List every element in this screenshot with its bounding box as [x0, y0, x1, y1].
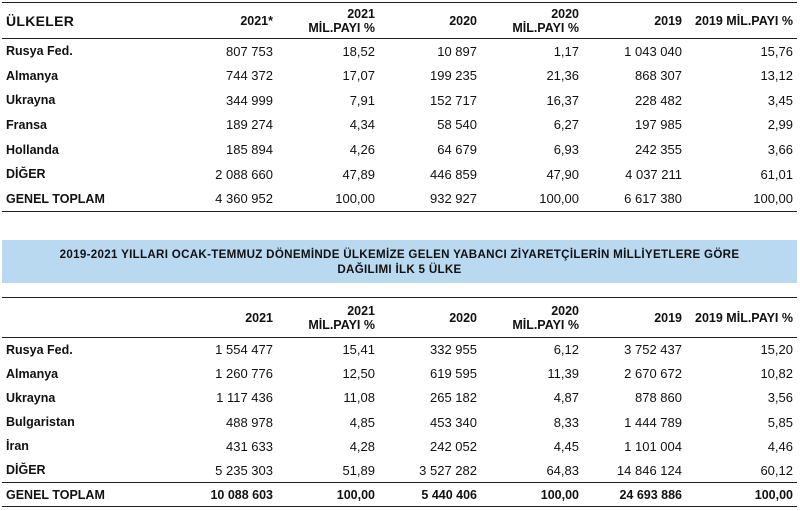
column-header [379, 298, 481, 338]
value-cell: 100,00 [540, 487, 579, 502]
value-cell: 185 894 [226, 142, 273, 158]
column-header-text: MİL.PAYI % [308, 20, 375, 35]
value-cell: 100,00 [753, 191, 793, 207]
total-row [2, 483, 797, 507]
value-cell: 6,12 [553, 342, 579, 358]
value-cell: 100,00 [336, 487, 375, 502]
column-header-text: 2020 [449, 13, 477, 28]
country-cell: İran [6, 439, 29, 454]
value-cell: 932 927 [430, 191, 477, 207]
value-cell: 4,87 [553, 390, 579, 406]
value-cell: 100,00 [335, 191, 375, 207]
value-cell: 3,56 [767, 390, 793, 406]
column-header-text: 2021 [347, 6, 375, 21]
header-row [2, 3, 797, 39]
country-cell: Hollanda [6, 142, 59, 157]
column-header-text: 2019 [654, 310, 682, 325]
column-header-text: 2021 [347, 303, 375, 318]
table-row [2, 88, 797, 113]
value-cell: 64,83 [546, 462, 579, 478]
value-cell: 807 753 [226, 43, 273, 59]
value-cell: 878 860 [635, 390, 682, 406]
value-cell: 16,37 [546, 92, 579, 108]
value-cell: 4,45 [553, 438, 579, 454]
value-cell: 4 037 211 [625, 166, 682, 182]
value-cell: 5,85 [767, 414, 793, 430]
value-cell: 14 846 124 [616, 462, 682, 478]
table-row [2, 113, 797, 138]
country-cell: Almanya [6, 68, 59, 83]
country-cell: DİĞER [6, 463, 46, 478]
value-cell: 15,20 [760, 342, 793, 358]
value-cell: 265 182 [430, 390, 477, 406]
table-top5-jan-july-2019-2021 [2, 297, 797, 507]
country-cell: Rusya Fed. [6, 44, 73, 59]
value-cell: 242 355 [635, 142, 682, 158]
value-cell: 60,12 [760, 462, 793, 478]
value-cell: 6 617 380 [624, 191, 682, 207]
column-header-text: MİL.PAYI % [512, 317, 579, 332]
value-cell: 3,66 [767, 142, 793, 158]
column-header-text: 2019 [654, 13, 682, 28]
value-cell: 10 088 603 [210, 487, 273, 502]
value-cell: 47,90 [546, 166, 579, 182]
value-cell: 4,26 [349, 142, 375, 158]
value-cell: 51,89 [342, 462, 375, 478]
value-cell: 1 444 789 [624, 414, 682, 430]
column-header [277, 298, 379, 338]
value-cell: 6,27 [553, 117, 579, 133]
column-header [583, 3, 686, 39]
table-row [2, 39, 797, 64]
value-cell: 1 554 477 [215, 342, 273, 358]
value-cell: 4,28 [349, 438, 375, 454]
value-cell: 2 088 660 [215, 166, 273, 182]
table-row [2, 137, 797, 162]
value-cell: 12,50 [342, 366, 375, 382]
value-cell: 3 527 282 [419, 462, 477, 478]
table-header [2, 3, 797, 39]
country-cell: Ukrayna [6, 93, 56, 108]
value-cell: 8,33 [553, 414, 579, 430]
value-cell: 152 717 [430, 92, 477, 108]
column-header-text: 2020 [551, 6, 579, 21]
country-cell: Bulgaristan [6, 415, 75, 430]
table-row [2, 362, 797, 386]
value-cell: 4 360 952 [215, 191, 273, 207]
country-cell: GENEL TOPLAM [6, 191, 105, 206]
value-cell: 453 340 [430, 414, 477, 430]
column-header-text: 2020 [551, 303, 579, 318]
column-header [583, 298, 686, 338]
value-cell: 15,41 [342, 342, 375, 358]
value-cell: 1,17 [553, 43, 579, 59]
table-top5-july-2021 [2, 2, 797, 212]
value-cell: 11,08 [343, 390, 375, 406]
value-cell: 61,01 [760, 166, 793, 182]
value-cell: 619 595 [430, 366, 477, 382]
value-cell: 17,07 [342, 68, 375, 84]
value-cell: 1 260 776 [215, 366, 273, 382]
column-header [481, 3, 583, 39]
table-row [2, 410, 797, 434]
value-cell: 2,99 [767, 117, 793, 133]
column-header [277, 3, 379, 39]
value-cell: 5 440 406 [421, 487, 477, 502]
value-cell: 64 679 [437, 142, 477, 158]
column-header [2, 298, 172, 338]
table-row [2, 458, 797, 482]
value-cell: 24 693 886 [619, 487, 682, 502]
table-row [2, 386, 797, 410]
value-cell: 4,34 [349, 117, 375, 133]
column-header [686, 3, 797, 39]
value-cell: 100,00 [754, 487, 793, 502]
column-header-text: ÜLKELER [6, 12, 75, 29]
column-header-text: 2021* [240, 13, 273, 28]
value-cell: 189 274 [226, 117, 273, 133]
value-cell: 11,39 [547, 366, 579, 382]
value-cell: 15,76 [760, 43, 793, 59]
column-header [379, 3, 481, 39]
table-body [2, 39, 797, 212]
value-cell: 1 101 004 [624, 438, 682, 454]
section-title-band [2, 240, 797, 283]
value-cell: 1 117 436 [216, 390, 273, 406]
header-row [2, 298, 797, 338]
value-cell: 18,52 [342, 43, 375, 59]
column-header [172, 298, 277, 338]
country-cell: Rusya Fed. [6, 342, 73, 357]
value-cell: 58 540 [437, 117, 477, 133]
value-cell: 199 235 [430, 68, 477, 84]
column-header-text: MİL.PAYI % [512, 20, 579, 35]
section-title-line2: DAĞILIMI İLK 5 ÜLKE [337, 262, 462, 276]
column-header-text: 2019 MİL.PAYI % [695, 310, 793, 325]
value-cell: 228 482 [635, 92, 682, 108]
value-cell: 5 235 303 [215, 462, 273, 478]
value-cell: 47,89 [342, 166, 375, 182]
value-cell: 1 043 040 [624, 43, 682, 59]
value-cell: 332 955 [430, 342, 477, 358]
value-cell: 21,36 [546, 68, 579, 84]
value-cell: 868 307 [635, 68, 682, 84]
country-cell: Almanya [6, 366, 59, 381]
value-cell: 197 985 [635, 117, 682, 133]
table-row [2, 434, 797, 458]
column-header [686, 298, 797, 338]
value-cell: 3 752 437 [624, 342, 682, 358]
value-cell: 744 372 [226, 68, 273, 84]
column-header [2, 3, 172, 39]
value-cell: 2 670 672 [624, 366, 682, 382]
value-cell: 431 633 [226, 438, 273, 454]
column-header-text: 2020 [449, 310, 477, 325]
country-cell: Fransa [6, 117, 47, 132]
value-cell: 10,82 [760, 366, 793, 382]
country-cell: DİĞER [6, 167, 46, 182]
value-cell: 488 978 [226, 414, 273, 430]
country-cell: Ukrayna [6, 390, 56, 405]
value-cell: 4,85 [349, 414, 375, 430]
column-header-text: 2019 MİL.PAYI % [695, 13, 793, 28]
table-body [2, 338, 797, 507]
column-header-text: 2021 [245, 310, 273, 325]
value-cell: 446 859 [430, 166, 477, 182]
column-header [481, 298, 583, 338]
section-title-line1: 2019-2021 YILLARI OCAK-TEMMUZ DÖNEMİNDE ÜLKEMİZE GELEN YABANCI ZİYARETÇİLERİN MİLLİYETLERE GÖRE [59, 247, 740, 261]
table-header [2, 298, 797, 338]
table-row [2, 162, 797, 187]
value-cell: 344 999 [226, 92, 273, 108]
total-row [2, 187, 797, 212]
country-cell: GENEL TOPLAM [6, 487, 105, 502]
value-cell: 3,45 [767, 92, 793, 108]
value-cell: 100,00 [539, 191, 579, 207]
value-cell: 6,93 [553, 142, 579, 158]
value-cell: 10 897 [437, 43, 477, 59]
column-header [172, 3, 277, 39]
value-cell: 13,12 [760, 68, 793, 84]
table-row [2, 63, 797, 88]
table-row [2, 338, 797, 362]
value-cell: 4,46 [767, 438, 793, 454]
value-cell: 242 052 [430, 438, 477, 454]
value-cell: 7,91 [349, 92, 375, 108]
column-header-text: MİL.PAYI % [308, 317, 375, 332]
